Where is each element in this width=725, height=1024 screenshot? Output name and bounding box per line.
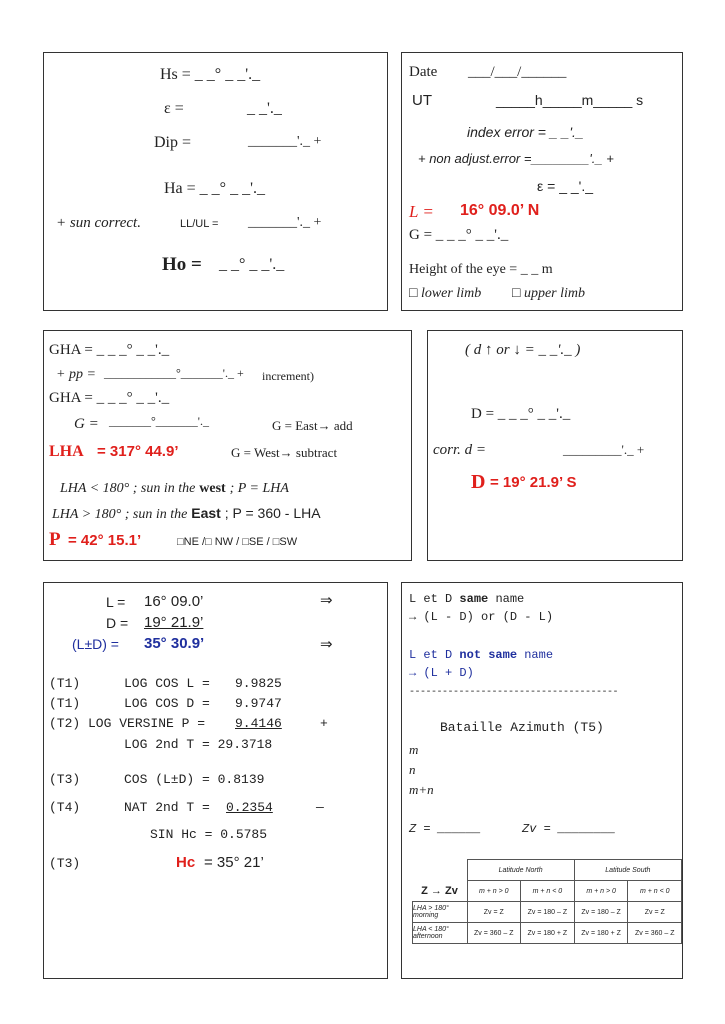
hc-value: = 35° 21’ [204, 854, 264, 871]
m-label: m [409, 742, 419, 757]
declination-box [427, 330, 683, 561]
table-ref-t1: (T1) [49, 676, 81, 691]
table-ref-t1: (T1) [49, 696, 81, 711]
dip-label: Dip = [154, 134, 192, 151]
epsilon-line: ε = _ _'._ [537, 178, 594, 194]
pp-label: + pp = [56, 367, 96, 382]
sun-correct-limb: LL/UL = [180, 218, 219, 230]
lha-box [43, 330, 412, 561]
table-cell: Zv = 180 + Z [521, 923, 575, 944]
table-cell: Zv = Z [467, 902, 521, 923]
arrow-icon: ⇒ [320, 592, 333, 609]
z-line: Z = ______ [409, 822, 482, 836]
n-label: n [409, 762, 416, 777]
gha-line-1: GHA = _ _ _° _ _'._ [49, 342, 170, 358]
table-cell: Zv = 180 + Z [574, 923, 628, 944]
hc-label: Hc [176, 854, 196, 871]
observation-data-box [401, 52, 683, 311]
hc-calculation-box [43, 582, 388, 979]
plus-sign: + [320, 716, 328, 731]
m-plus-n-label: m+n [409, 782, 434, 797]
log-cos-d-label: LOG COS D = [124, 696, 210, 711]
date-value: ___/___/______ [468, 64, 567, 80]
table-cell: Zv = Z [628, 902, 682, 923]
log-cos-d-value: 9.9747 [235, 696, 282, 711]
table-cell: Zv = 180 – Z [521, 902, 575, 923]
index-error: index error = _ _'._ [467, 124, 584, 140]
table-cell: Zv = 360 – Z [628, 923, 682, 944]
latitude-value: 16° 09.0’ N [460, 202, 540, 219]
table-ref-t3: (T3) [49, 772, 81, 787]
header-cell: m + n > 0 [574, 881, 628, 902]
same-name-rule: L et D same name [409, 592, 525, 606]
log-versine-p-label: (T2) LOG VERSINE P = [49, 716, 206, 731]
upper-limb-checkbox[interactable]: □ upper limb [512, 286, 586, 301]
increment-note: increment) [262, 369, 314, 383]
table-ref-t3: (T3) [49, 856, 81, 871]
d-line: D = _ _ _° _ _'._ [471, 406, 571, 422]
l-plus-minus-d-label: (L±D) = [72, 636, 119, 652]
latitude-label: L = [409, 202, 434, 221]
gha-line-2: GHA = _ _ _° _ _'._ [49, 390, 170, 406]
sin-hc: SIN Hc = 0.5785 [150, 827, 268, 842]
nat-2nd-t-value: 0.2354 [226, 800, 273, 815]
ho-value: _ _° _ _'._ [219, 256, 285, 273]
table-ref-t4: (T4) [49, 800, 81, 815]
d-change-line: ( d ↑ or ↓ = _ _'._ ) [465, 342, 581, 358]
table-cell: Zv = 180 – Z [574, 902, 628, 923]
p-label: P [49, 529, 61, 550]
l-plus-minus-d-value: 35° 30.9’ [144, 635, 205, 652]
nat-2nd-t-label: NAT 2nd T = [124, 800, 210, 815]
afternoon-row-label: LHA < 180° afternoon [413, 923, 468, 944]
pp-value: ____________°_______'._ + [104, 366, 244, 380]
sun-correct-value: _______'._ + [248, 215, 322, 230]
lat-south-header: Latitude South [574, 860, 681, 881]
l-label: L = [106, 594, 126, 610]
corr-d-value: _________'._ + [563, 442, 645, 457]
ut-label: UT [412, 92, 432, 109]
minus-sign: — [316, 800, 324, 815]
morning-row-label: LHA > 180° morning [413, 902, 468, 923]
header-cell: m + n < 0 [521, 881, 575, 902]
same-name-formula: → (L - D) or (D - L) [409, 610, 554, 624]
non-adjust-error: + non adjust.error =________'._ + [418, 151, 614, 166]
cos-l-d: COS (L±D) = 0.8139 [124, 772, 265, 787]
lat-north-header: Latitude North [467, 860, 574, 881]
g-east-rule: G = East→ add [272, 418, 353, 433]
arrow-icon: ⇒ [320, 636, 333, 653]
ut-value: _____h_____m_____ s [496, 92, 644, 108]
dip-value: _______'._ + [248, 134, 322, 149]
azimuth-box [401, 582, 683, 979]
g-west-rule: G = West→ subtract [231, 445, 338, 460]
zv-conversion-table [412, 859, 682, 944]
g-line: G = _ _ _° _ _'._ [409, 227, 509, 243]
epsilon-label: ε = [164, 100, 184, 117]
l-value: 16° 09.0’ [144, 593, 204, 610]
not-same-name-formula: → (L + D) [409, 666, 474, 680]
header-cell: m + n > 0 [467, 881, 521, 902]
declination-value: = 19° 21.9’ S [490, 474, 577, 491]
p-value: = 42° 15.1’ [68, 532, 142, 549]
lha-value: = 317° 44.9’ [97, 443, 179, 460]
log-cos-l-label: LOG COS L = [124, 676, 210, 691]
sun-correct-label: + sun correct. [56, 215, 141, 231]
log-2nd-t: LOG 2nd T = 29.3718 [124, 737, 273, 752]
d-value: 19° 21.9’ [144, 614, 204, 631]
rule-lha-under-180: LHA < 180° ; sun in the west ; P = LHA [60, 481, 289, 496]
ho-label: Ho = [162, 254, 202, 275]
corr-d-label: corr. d = [433, 442, 487, 458]
log-versine-p-value: 9.4146 [235, 716, 282, 731]
sight-reduction-box [43, 52, 388, 311]
log-cos-l-value: 9.9825 [235, 676, 282, 691]
z-to-zv-label: Z → Zv [421, 884, 458, 897]
date-label: Date [409, 64, 438, 80]
lha-label: LHA [49, 443, 84, 460]
bataille-title: Bataille Azimuth (T5) [440, 720, 604, 735]
header-cell: m + n < 0 [628, 881, 682, 902]
quadrant-checkboxes[interactable]: □NE /□ NW / □SE / □SW [177, 536, 298, 548]
table-cell: Zv = 360 – Z [467, 923, 521, 944]
hs-line: Hs = _ _° _ _'._ [160, 66, 261, 83]
g-label: G = [74, 416, 99, 432]
height-of-eye: Height of the eye = _ _ m [409, 262, 553, 277]
epsilon-value: _ _'._ [247, 100, 282, 117]
g-value: _______°_______'._ [109, 414, 209, 428]
d-label: D = [106, 615, 129, 631]
ha-line: Ha = _ _° _ _'._ [164, 180, 265, 197]
not-same-name-rule: L et D not same name [409, 648, 554, 662]
rule-lha-over-180: LHA > 180° ; sun in the East ; P = 360 - LHA [52, 505, 321, 522]
dashed-divider: -------------------------------------- [409, 687, 619, 698]
zv-line: Zv = ________ [522, 822, 616, 836]
declination-label: D [471, 471, 486, 493]
lower-limb-checkbox[interactable]: □ lower limb [409, 286, 482, 301]
